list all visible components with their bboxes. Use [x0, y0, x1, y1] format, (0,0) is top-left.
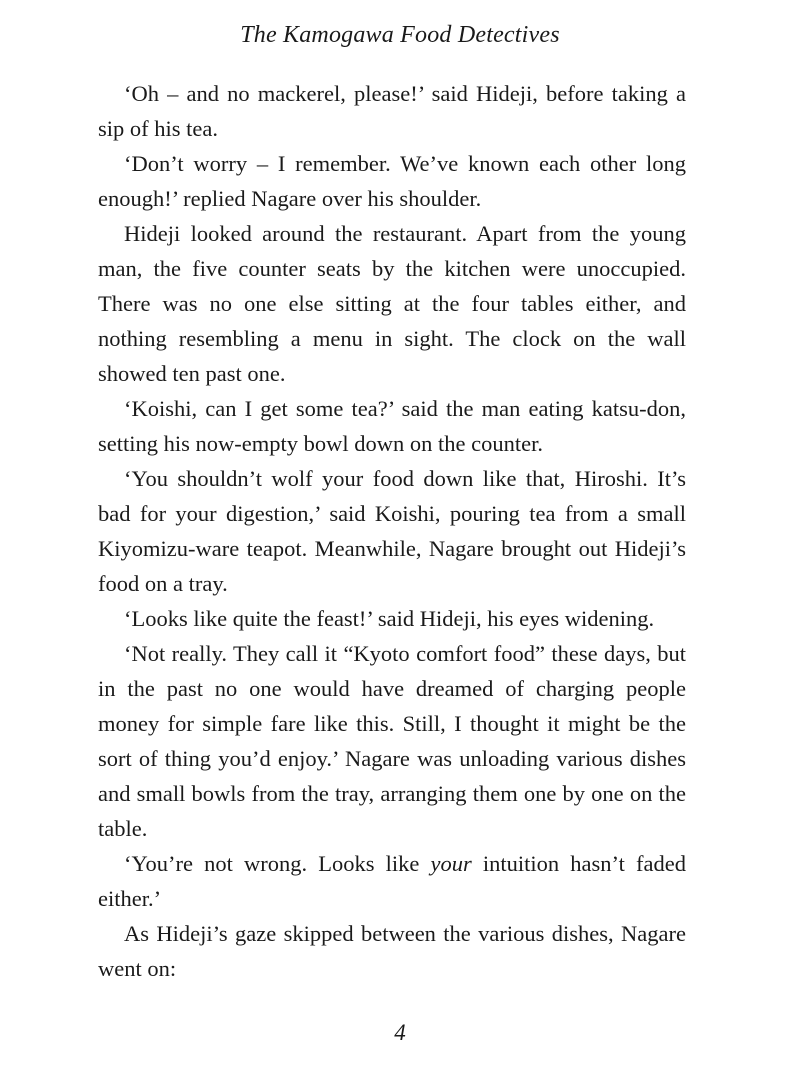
page-number: 4 — [394, 1020, 406, 1045]
body-text — [98, 76, 686, 986]
paragraph: Hideji looked around the restaurant. Apart from the young man, the five counter seats by the kitchen were unoccupied. There was no one else sitting at the four tables either, and nothing resembling a menu in sight. The clock on the wall showed ten past one. — [98, 221, 686, 386]
paragraph: ‘Oh – and no mackerel, please!’ said Hideji, before taking a sip of his tea. — [98, 81, 686, 141]
running-head-title: The Kamogawa Food Detectives — [240, 22, 560, 48]
paragraph: ‘You shouldn’t wolf your food down like that, Hiroshi. It’s bad for your digestion,’ said Koishi, pouring tea from a small Kiyomizu-ware teapot. Meanwhile, Nagare brought out Hideji’s food on a tray. — [98, 466, 686, 596]
paragraph-text: ‘You’re not wrong. Looks like — [124, 851, 431, 876]
paragraph: ‘Koishi, can I get some tea?’ said the man eating katsu-don, setting his now-empty bowl down on the counter. — [98, 396, 686, 456]
paragraph-text: intuition hasn’t faded either.’ — [98, 851, 686, 911]
paragraph: ‘Not really. They call it “Kyoto comfort food” these days, but in the past no one would have dreamed of charging people money for simple fare like this. Still, I thought it might be the sort of thing you’d enjoy.’ Nagare was unloading various dishes and small bowls from the tray, arranging them one by one on the table. — [98, 641, 686, 841]
paragraph — [98, 846, 686, 916]
paragraph: ‘Looks like quite the feast!’ said Hideji, his eyes widening. — [124, 606, 655, 631]
paragraph: As Hideji’s gaze skipped between the various dishes, Nagare went on: — [98, 921, 686, 981]
paragraph: ‘Don’t worry – I remember. We’ve known each other long enough!’ replied Nagare over his shoulder. — [98, 151, 686, 211]
emphasis-text: your — [430, 851, 472, 876]
